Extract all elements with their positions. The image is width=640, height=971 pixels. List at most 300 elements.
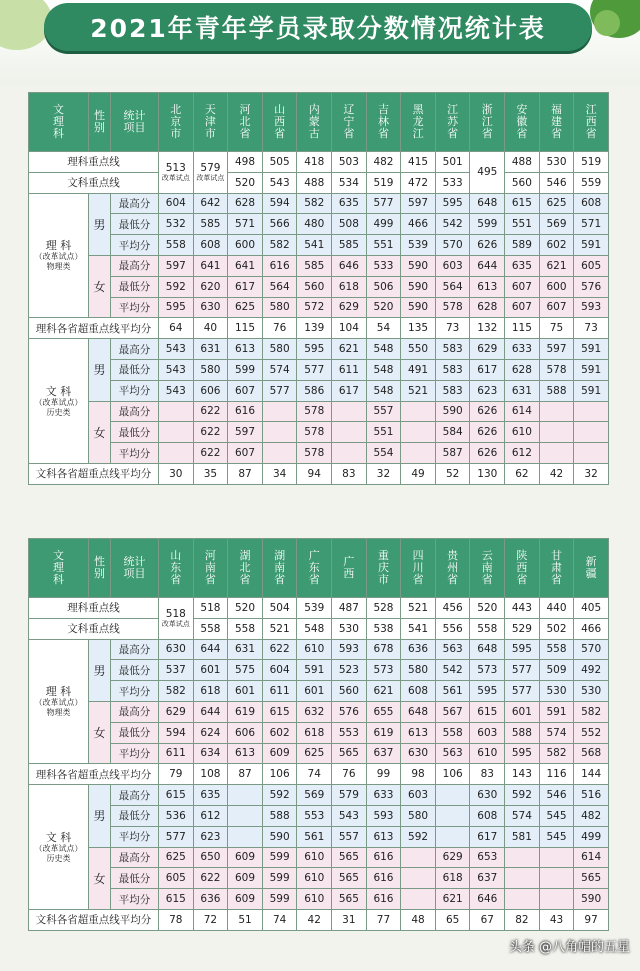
cell-value: 568 <box>574 743 609 764</box>
cell-value: 520 <box>470 598 505 619</box>
cell-value: 618 <box>435 868 470 889</box>
cell-value: 590 <box>435 401 470 422</box>
cell-value: 619 <box>228 701 263 722</box>
arts-male-row <box>29 826 609 847</box>
science-female-row <box>29 255 609 276</box>
cell-value: 551 <box>366 422 401 443</box>
cell-value: 104 <box>332 318 367 339</box>
row-label: 文科重点线 <box>29 618 159 639</box>
cell-value: 580 <box>193 359 228 380</box>
cell-value: 595 <box>505 743 540 764</box>
cell-value: 558 <box>193 618 228 639</box>
cell-value: 601 <box>193 660 228 681</box>
cell-value: 577 <box>366 193 401 214</box>
cell-value: 608 <box>401 681 436 702</box>
cell-value: 622 <box>193 443 228 464</box>
cell-value <box>159 443 194 464</box>
cell-value: 570 <box>435 235 470 256</box>
header-province: 内 蒙 古 <box>297 93 332 152</box>
science-male-row <box>29 639 609 660</box>
cell-value: 573 <box>366 660 401 681</box>
science-male-row <box>29 681 609 702</box>
cell-value <box>539 868 574 889</box>
cell-value: 585 <box>332 235 367 256</box>
cell-value: 603 <box>401 785 436 806</box>
cell-value <box>262 422 297 443</box>
cell-value: 30 <box>159 463 194 484</box>
cell-value: 570 <box>574 639 609 660</box>
arts-key-line-row <box>29 618 609 639</box>
cell-value <box>401 401 436 422</box>
header-province: 甘 肃 省 <box>539 539 574 598</box>
cell-value: 648 <box>470 639 505 660</box>
cell-value: 610 <box>470 743 505 764</box>
cell-value: 558 <box>228 618 263 639</box>
cell-value: 79 <box>159 764 194 785</box>
cell-value: 609 <box>262 743 297 764</box>
cell-value: 542 <box>435 214 470 235</box>
cell-value: 621 <box>435 889 470 910</box>
cell-value: 536 <box>159 805 194 826</box>
header-province: 新 疆 <box>574 539 609 598</box>
header-province: 云 南 省 <box>470 539 505 598</box>
cell-value: 505 <box>262 152 297 173</box>
cell-value: 509 <box>539 660 574 681</box>
cell-value: 609 <box>228 868 263 889</box>
stat-label: 最低分 <box>111 276 159 297</box>
cell-value: 115 <box>505 318 540 339</box>
cell-value: 574 <box>505 805 540 826</box>
cell-value: 42 <box>539 463 574 484</box>
cell-value: 617 <box>470 826 505 847</box>
cell-value: 655 <box>366 701 401 722</box>
cell-value: 615 <box>470 701 505 722</box>
score-table-1 <box>28 92 609 485</box>
stat-label: 最高分 <box>111 339 159 360</box>
cell-value: 591 <box>539 701 574 722</box>
cell-value: 578 <box>435 297 470 318</box>
row-label: 理科各省超重点线平均分 <box>29 318 159 339</box>
cell-value: 578 <box>297 422 332 443</box>
cell-value: 594 <box>159 722 194 743</box>
cell-value <box>539 443 574 464</box>
cell-value: 74 <box>297 764 332 785</box>
cell-value: 595 <box>505 639 540 660</box>
cell-value: 552 <box>574 722 609 743</box>
header-province: 四 川 省 <box>401 539 436 598</box>
cell-value: 608 <box>470 805 505 826</box>
cell-value: 563 <box>435 639 470 660</box>
stat-label: 最高分 <box>111 401 159 422</box>
cell-value: 607 <box>228 443 263 464</box>
cell-value: 580 <box>401 805 436 826</box>
science-diff-row <box>29 764 609 785</box>
cell-value: 572 <box>297 297 332 318</box>
arts-male-row <box>29 339 609 360</box>
cell-value <box>435 826 470 847</box>
cell-value: 132 <box>470 318 505 339</box>
cell-value: 615 <box>505 193 540 214</box>
header-province: 湖 南 省 <box>262 539 297 598</box>
arts-female-row <box>29 868 609 889</box>
cell-value: 613 <box>470 276 505 297</box>
cell-value: 593 <box>574 297 609 318</box>
cell-value: 51 <box>228 909 263 930</box>
cell-value: 466 <box>574 618 609 639</box>
cell-value: 631 <box>193 339 228 360</box>
cell-value: 617 <box>470 359 505 380</box>
cell-value: 623 <box>470 380 505 401</box>
cell-value: 533 <box>435 172 470 193</box>
cell-value: 565 <box>332 743 367 764</box>
cell-value: 548 <box>297 618 332 639</box>
cell-value: 520 <box>228 598 263 619</box>
cell-value: 488 <box>505 152 540 173</box>
cell-value: 599 <box>262 868 297 889</box>
row-label: 文科各省超重点线平均分 <box>29 909 159 930</box>
cell-value: 610 <box>505 422 540 443</box>
cell-value: 616 <box>228 401 263 422</box>
cell-value: 641 <box>228 255 263 276</box>
header-province: 辽 宁 省 <box>332 93 367 152</box>
cell-value: 609 <box>228 889 263 910</box>
cell-value: 636 <box>193 889 228 910</box>
cell-value: 585 <box>193 214 228 235</box>
cell-value: 646 <box>470 889 505 910</box>
cell-value: 603 <box>470 722 505 743</box>
cell-value: 613 <box>228 339 263 360</box>
stat-label: 最低分 <box>111 722 159 743</box>
cell-value <box>401 889 436 910</box>
cell-value: 519 <box>366 172 401 193</box>
header-province: 广 西 <box>332 539 367 598</box>
stat-label: 最低分 <box>111 359 159 380</box>
cell-value: 644 <box>470 255 505 276</box>
cell-value: 521 <box>401 380 436 401</box>
cell-value: 499 <box>574 826 609 847</box>
cell-value: 573 <box>470 660 505 681</box>
watermark: 头条 @八角帽的五星 <box>508 940 630 955</box>
cell-value: 583 <box>435 359 470 380</box>
cell-value: 644 <box>193 639 228 660</box>
cell-value: 557 <box>332 826 367 847</box>
cell-value: 583 <box>435 380 470 401</box>
cell-value: 530 <box>574 681 609 702</box>
cell-value: 40 <box>193 318 228 339</box>
cell-value <box>539 401 574 422</box>
header-province: 天 津 市 <box>193 93 228 152</box>
cell-value: 533 <box>366 255 401 276</box>
cell-value: 597 <box>539 339 574 360</box>
row-label: 理科重点线 <box>29 598 159 619</box>
cell-value: 482 <box>574 805 609 826</box>
cell-value: 519 <box>574 152 609 173</box>
cell-value: 518 改革试点 <box>159 598 194 640</box>
cell-value: 506 <box>366 276 401 297</box>
cell-value: 545 <box>539 826 574 847</box>
science-category: 理 科 （改革试点） 物理类 <box>29 639 89 764</box>
row-label: 文科各省超重点线平均分 <box>29 463 159 484</box>
gender-label: 女 <box>89 701 111 763</box>
cell-value: 561 <box>435 681 470 702</box>
cell-value: 35 <box>193 463 228 484</box>
cell-value: 541 <box>401 618 436 639</box>
cell-value: 600 <box>228 235 263 256</box>
cell-value: 576 <box>332 701 367 722</box>
arts-category: 文 科 （改革试点） 历史类 <box>29 339 89 464</box>
stat-label: 最高分 <box>111 785 159 806</box>
cell-value: 592 <box>505 785 540 806</box>
cell-value: 418 <box>297 152 332 173</box>
cell-value: 561 <box>297 826 332 847</box>
cell-value: 625 <box>297 743 332 764</box>
cell-value: 628 <box>505 359 540 380</box>
cell-value: 49 <box>401 463 436 484</box>
cell-value: 588 <box>505 722 540 743</box>
cell-value: 637 <box>366 743 401 764</box>
arts-diff-row <box>29 463 609 484</box>
cell-value <box>401 847 436 868</box>
cell-value <box>574 422 609 443</box>
cell-value: 72 <box>193 909 228 930</box>
cell-value: 628 <box>470 297 505 318</box>
cell-value: 553 <box>297 805 332 826</box>
cell-value: 560 <box>332 681 367 702</box>
header-province: 山 西 省 <box>262 93 297 152</box>
cell-value: 599 <box>470 214 505 235</box>
cell-value: 604 <box>262 660 297 681</box>
science-category: 理 科 （改革试点） 物理类 <box>29 193 89 318</box>
cell-value: 32 <box>366 463 401 484</box>
science-female-row <box>29 743 609 764</box>
cell-value: 626 <box>470 401 505 422</box>
cell-value: 139 <box>297 318 332 339</box>
cell-value: 611 <box>159 743 194 764</box>
cell-value: 543 <box>332 805 367 826</box>
cell-value: 635 <box>193 785 228 806</box>
science-male-row <box>29 235 609 256</box>
cell-value: 523 <box>332 660 367 681</box>
cell-value: 543 <box>159 359 194 380</box>
cell-value: 586 <box>297 380 332 401</box>
cell-value: 583 <box>435 339 470 360</box>
cell-value <box>574 401 609 422</box>
cell-value <box>539 422 574 443</box>
cell-value: 592 <box>159 276 194 297</box>
science-male-row <box>29 660 609 681</box>
cell-value: 623 <box>193 826 228 847</box>
cell-value: 545 <box>539 805 574 826</box>
cell-value: 577 <box>505 660 540 681</box>
cell-value: 530 <box>539 681 574 702</box>
cell-value: 480 <box>297 214 332 235</box>
cell-value: 94 <box>297 463 332 484</box>
cell-value: 607 <box>539 297 574 318</box>
cell-value: 600 <box>539 276 574 297</box>
cell-value: 635 <box>505 255 540 276</box>
cell-value <box>539 889 574 910</box>
cell-value: 106 <box>435 764 470 785</box>
cell-value: 548 <box>366 380 401 401</box>
cell-value: 574 <box>262 359 297 380</box>
science-key-line-row <box>29 152 609 173</box>
title-banner <box>0 0 640 86</box>
cell-value <box>332 422 367 443</box>
cell-value: 589 <box>505 235 540 256</box>
cell-value: 630 <box>193 297 228 318</box>
cell-value: 613 <box>228 743 263 764</box>
cell-value: 502 <box>539 618 574 639</box>
cell-value: 616 <box>366 847 401 868</box>
cell-value: 580 <box>401 660 436 681</box>
cell-value: 87 <box>228 764 263 785</box>
cell-value: 678 <box>366 639 401 660</box>
cell-value: 31 <box>332 909 367 930</box>
cell-value: 578 <box>539 359 574 380</box>
cell-value <box>159 401 194 422</box>
cell-value: 628 <box>228 193 263 214</box>
cell-value: 607 <box>505 276 540 297</box>
header-row <box>29 93 609 152</box>
cell-value: 622 <box>262 639 297 660</box>
arts-male-row <box>29 805 609 826</box>
cell-value: 611 <box>332 359 367 380</box>
cell-value: 616 <box>366 889 401 910</box>
cell-value: 582 <box>262 235 297 256</box>
gender-label: 女 <box>89 255 111 317</box>
cell-value: 613 <box>401 722 436 743</box>
cell-value: 488 <box>297 172 332 193</box>
cell-value: 576 <box>574 276 609 297</box>
cell-value: 590 <box>401 297 436 318</box>
header-province: 浙 江 省 <box>470 93 505 152</box>
cell-value: 617 <box>228 276 263 297</box>
cell-value <box>401 868 436 889</box>
header-stat-item: 统计 项目 <box>111 539 159 598</box>
cell-value: 501 <box>435 152 470 173</box>
cell-value: 62 <box>505 463 540 484</box>
cell-value: 604 <box>159 193 194 214</box>
cell-value: 546 <box>539 172 574 193</box>
header-province: 河 北 省 <box>228 93 263 152</box>
cell-value: 615 <box>262 701 297 722</box>
cell-value: 65 <box>435 909 470 930</box>
cell-value: 466 <box>401 214 436 235</box>
arts-female-row <box>29 422 609 443</box>
cell-value: 580 <box>262 339 297 360</box>
header-province: 福 建 省 <box>539 93 574 152</box>
cell-value: 54 <box>366 318 401 339</box>
cell-value: 588 <box>262 805 297 826</box>
cell-value: 74 <box>262 909 297 930</box>
cell-value: 508 <box>332 214 367 235</box>
cell-value: 614 <box>574 847 609 868</box>
cell-value: 610 <box>297 889 332 910</box>
cell-value: 620 <box>193 276 228 297</box>
cell-value: 106 <box>262 764 297 785</box>
cell-value: 629 <box>435 847 470 868</box>
cell-value: 629 <box>159 701 194 722</box>
cell-value: 615 <box>159 785 194 806</box>
cell-value: 440 <box>539 598 574 619</box>
cell-value: 618 <box>193 681 228 702</box>
cell-value: 553 <box>332 722 367 743</box>
cell-value: 590 <box>262 826 297 847</box>
cell-value: 579 改革试点 <box>193 152 228 194</box>
cell-value <box>401 443 436 464</box>
cell-value: 590 <box>401 276 436 297</box>
cell-value: 607 <box>228 380 263 401</box>
cell-value: 613 <box>366 826 401 847</box>
cell-value: 551 <box>505 214 540 235</box>
cell-value: 592 <box>262 785 297 806</box>
science-male-row <box>29 214 609 235</box>
cell-value: 621 <box>332 339 367 360</box>
cell-value: 520 <box>228 172 263 193</box>
header-province: 北 京 市 <box>159 93 194 152</box>
cell-value: 584 <box>435 422 470 443</box>
header-province: 陕 西 省 <box>505 539 540 598</box>
cell-value: 560 <box>297 276 332 297</box>
cell-value: 558 <box>470 618 505 639</box>
arts-male-row <box>29 359 609 380</box>
header-province: 吉 林 省 <box>366 93 401 152</box>
cell-value <box>159 422 194 443</box>
cell-value: 617 <box>332 380 367 401</box>
cell-value: 630 <box>401 743 436 764</box>
cell-value: 565 <box>332 847 367 868</box>
cell-value: 601 <box>228 681 263 702</box>
cell-value: 539 <box>401 235 436 256</box>
cell-value: 582 <box>574 701 609 722</box>
stat-label: 最低分 <box>111 660 159 681</box>
score-table-2 <box>28 538 609 931</box>
cell-value: 603 <box>435 255 470 276</box>
cell-value: 582 <box>159 681 194 702</box>
cell-value: 629 <box>332 297 367 318</box>
cell-value: 495 <box>470 152 505 194</box>
cell-value: 615 <box>159 889 194 910</box>
cell-value: 637 <box>470 868 505 889</box>
cell-value: 48 <box>401 909 436 930</box>
cell-value: 542 <box>435 660 470 681</box>
cell-value: 548 <box>366 359 401 380</box>
cell-value: 564 <box>262 276 297 297</box>
cell-value: 130 <box>470 463 505 484</box>
cell-value: 64 <box>159 318 194 339</box>
cell-value: 97 <box>574 909 609 930</box>
cell-value: 626 <box>470 422 505 443</box>
stat-label: 平均分 <box>111 235 159 256</box>
science-diff-row <box>29 318 609 339</box>
cell-value: 472 <box>401 172 436 193</box>
cell-value: 538 <box>366 618 401 639</box>
cell-value: 648 <box>401 701 436 722</box>
science-female-row <box>29 722 609 743</box>
cell-value: 144 <box>574 764 609 785</box>
cell-value: 631 <box>505 380 540 401</box>
cell-value: 610 <box>297 868 332 889</box>
cell-value: 616 <box>366 868 401 889</box>
cell-value: 578 <box>297 401 332 422</box>
cell-value: 83 <box>332 463 367 484</box>
cell-value: 537 <box>159 660 194 681</box>
tree-decoration-right-small <box>594 10 620 36</box>
arts-female-row <box>29 889 609 910</box>
cell-value: 143 <box>505 764 540 785</box>
cell-value: 588 <box>539 380 574 401</box>
cell-value: 636 <box>401 639 436 660</box>
